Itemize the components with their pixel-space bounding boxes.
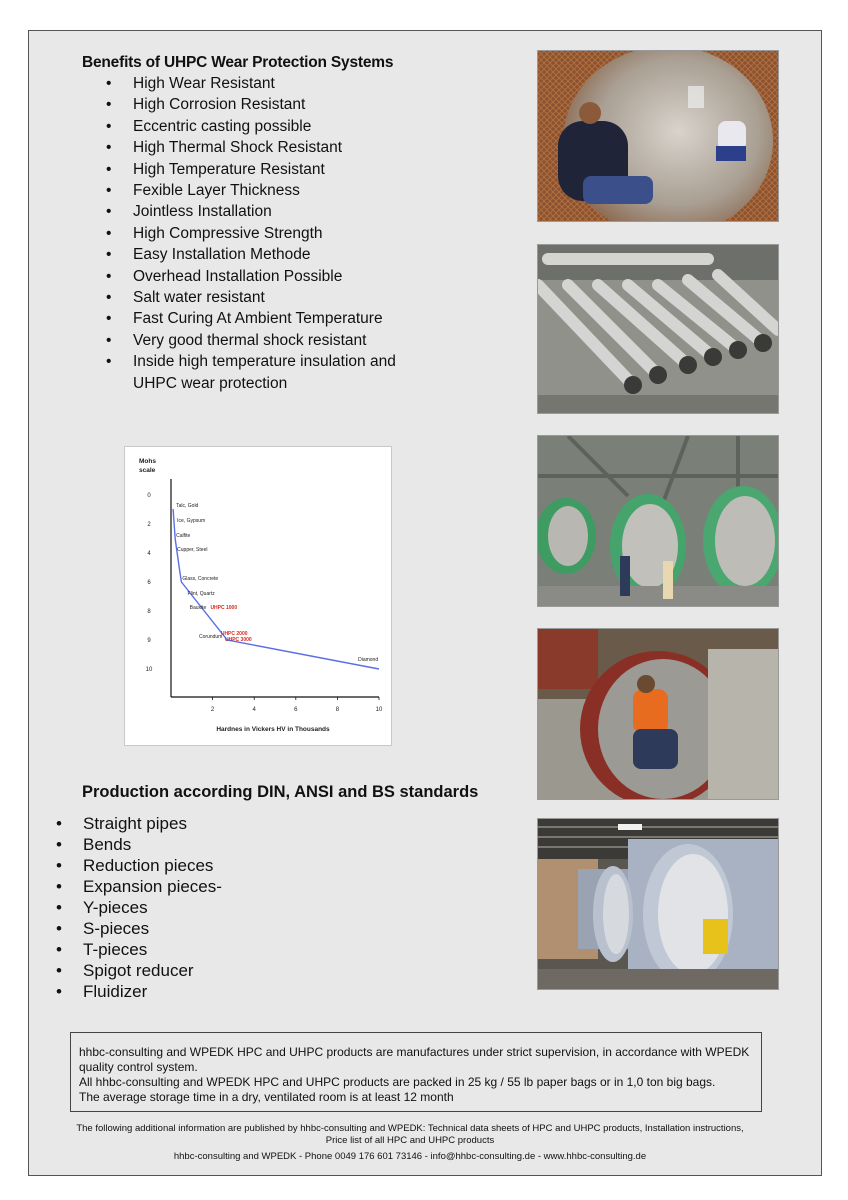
chart-mineral-label: Calfite xyxy=(176,533,191,539)
chart-uhpc-label: UHPC 1000 xyxy=(210,605,238,611)
list-item: • S-pieces xyxy=(56,918,222,939)
photo-lined-pipes xyxy=(537,244,779,414)
footer-price-list: Price list of all HPC and UHPC products xyxy=(325,1135,495,1146)
chart-ylabel-line2: scale xyxy=(139,467,156,474)
list-item: • Eccentric casting possible xyxy=(106,116,433,137)
chart-mineral-label: Flint, Quartz xyxy=(187,591,215,597)
benefits-list xyxy=(106,73,433,394)
list-item: • Spigot reducer xyxy=(56,960,222,981)
list-item: • Straight pipes xyxy=(56,813,222,834)
chart-mineral-label: Bauxite xyxy=(189,605,207,611)
list-item: • Y-pieces xyxy=(56,897,222,918)
list-item: • Bends xyxy=(56,834,222,855)
chart-x-tick-label: 8 xyxy=(335,707,340,713)
list-item: • Fast Curing At Ambient Temperature xyxy=(106,308,433,329)
chart-y-tick-label: 0 xyxy=(147,493,151,499)
list-item: • High Wear Resistant xyxy=(106,73,433,94)
chart-mineral-label: Diamond xyxy=(358,657,379,664)
info-box xyxy=(70,1032,762,1112)
chart-y-tick-label: 2 xyxy=(147,522,151,528)
chart-mineral-label: Cupper, Steel xyxy=(177,547,208,553)
chart-uhpc-label: UHPC 3000 xyxy=(225,636,252,643)
list-item: • Easy Installation Methode xyxy=(106,244,433,265)
list-item: • Fluidizer xyxy=(56,981,222,1002)
list-item: • Very good thermal shock resistant xyxy=(106,330,433,351)
list-item: • Reduction pieces xyxy=(56,855,222,876)
photo-pipe-interior-worker xyxy=(537,50,779,222)
list-item: • Inside high temperature insulation and UHPC wear protection xyxy=(106,351,433,394)
info-line: All hhbc-consulting and WPEDK HPC and UHPC products are packed in 25 kg / 55 lb paper bags or in 1,0 ton big bags. xyxy=(79,1075,716,1089)
chart-mineral-label: Corundum xyxy=(199,634,223,640)
chart-x-tick-label: 4 xyxy=(252,707,256,713)
list-item: • High Corrosion Resistant xyxy=(106,94,433,115)
chart-x-tick-label: 2 xyxy=(210,707,215,713)
list-item: • High Temperature Resistant xyxy=(106,159,433,180)
list-item: • Overhead Installation Possible xyxy=(106,266,433,287)
list-item: • Expansion pieces- xyxy=(56,876,222,897)
products-list xyxy=(56,813,222,1002)
chart-ylabel-line1: Mohs xyxy=(139,458,156,465)
production-title: Production according DIN, ANSI and BS standards xyxy=(82,783,479,801)
info-line: hhbc-consulting and WPEDK HPC and UHPC products are manufactures under strict supervision, in accordance with WPEDK quality control system. xyxy=(79,1045,750,1074)
chart-mineral-label: Talc, Gold xyxy=(176,503,199,509)
chart-y-tick-label: 10 xyxy=(145,667,153,673)
chart-mineral-label: Ice, Gypsum xyxy=(177,518,206,524)
list-item: • Fexible Layer Thickness xyxy=(106,180,433,201)
photo-green-cones xyxy=(537,435,779,607)
mohs-hardness-chart xyxy=(124,446,392,746)
chart-y-tick-label: 9 xyxy=(147,638,151,644)
chart-svg xyxy=(125,447,393,747)
chart-x-tick-label: 10 xyxy=(375,707,383,713)
photo-large-pipe-worker xyxy=(537,628,779,800)
chart-x-tick-label: 6 xyxy=(294,707,298,713)
footer-contact: hhbc-consulting and WPEDK - Phone 0049 176 601 73146 - info@hhbc-consulting.de - www.hhbc-consulting.de xyxy=(173,1151,647,1162)
chart-uhpc-label: UHPC 2000 xyxy=(220,631,248,638)
chart-mineral-label: Glass, Concrete xyxy=(182,576,219,582)
list-item: • Salt water resistant xyxy=(106,287,433,308)
list-item: • Jointless Installation xyxy=(106,201,433,222)
list-item: • High Compressive Strength xyxy=(106,223,433,244)
chart-series-line xyxy=(173,509,379,669)
info-line: The average storage time in a dry, ventilated room is at least 12 month xyxy=(79,1090,454,1104)
chart-y-tick-label: 4 xyxy=(147,551,151,557)
photo-workshop-ducts xyxy=(537,818,779,990)
footer-publications: The following additional information are published by hhbc-consulting and WPEDK: Technical data sheets of HPC and UHPC products, Installation instructions, xyxy=(76,1123,744,1134)
chart-xlabel: Hardnes in Vickers HV in Thousands xyxy=(216,726,330,733)
benefits-title: Benefits of UHPC Wear Protection Systems xyxy=(82,54,394,71)
list-item: • T-pieces xyxy=(56,939,222,960)
list-item: • High Thermal Shock Resistant xyxy=(106,137,433,158)
chart-y-tick-label: 8 xyxy=(147,609,151,615)
chart-y-tick-label: 6 xyxy=(147,580,151,586)
